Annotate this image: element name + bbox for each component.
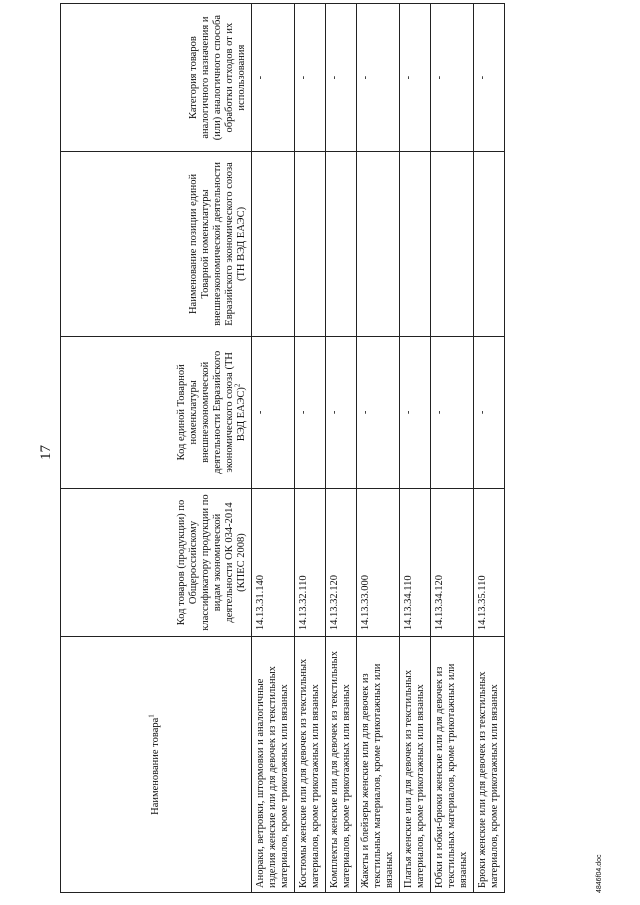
table-row	[252, 4, 295, 893]
cell-category: -	[400, 4, 431, 152]
cell-category: -	[357, 4, 400, 152]
footer-filename: 4846f04.doc	[596, 854, 603, 893]
cell-category: -	[295, 4, 326, 152]
table-row	[326, 4, 357, 893]
cell-name: Юбки и юбки-брюки женские или для девочек из текстильных материалов, кроме трикотажных или вязаных	[431, 637, 474, 893]
cell-okpd: 14.13.32.110	[295, 488, 326, 636]
cell-tnved-name	[474, 152, 505, 337]
cell-okpd: 14.13.35.110	[474, 488, 505, 636]
cell-okpd: 14.13.34.110	[400, 488, 431, 636]
cell-tnved-code: -	[295, 336, 326, 488]
header-category: Категория товаров аналогичного назначения и (или) аналогичного способа обработки отходов от их использования	[61, 4, 252, 152]
table-row	[431, 4, 474, 893]
cell-category: -	[252, 4, 295, 152]
cell-tnved-name	[357, 152, 400, 337]
cell-tnved-code: -	[252, 336, 295, 488]
cell-okpd: 14.13.33.000	[357, 488, 400, 636]
page-number: 17	[38, 445, 54, 460]
cell-name: Брюки женские или для девочек из текстильных материалов, кроме трикотажных или вязаных	[474, 637, 505, 893]
header-tnved-name: Наименование позиции единой Товарной номенклатуры внешнеэкономической деятельности Евразийского экономического союза (ТН ВЭД ЕАЭС)	[61, 152, 252, 337]
cell-name: Платья женские или для девочек из текстильных материалов, кроме трикотажных или вязаных	[400, 637, 431, 893]
header-okpd: Код товаров (продукции) по Общероссийскому классификатору продукции по видам экономической деятельности ОК 034-2014 (КПЕС 2008)	[61, 488, 252, 636]
goods-table	[60, 3, 505, 893]
cell-okpd: 14.13.31.140	[252, 488, 295, 636]
cell-okpd: 14.13.34.120	[431, 488, 474, 636]
cell-name: Костюмы женские или для девочек из текстильных материалов, кроме трикотажных или вязаных	[295, 637, 326, 893]
cell-tnved-code: -	[357, 336, 400, 488]
cell-tnved-code: -	[474, 336, 505, 488]
header-name	[61, 637, 252, 893]
header-name-footnote: 1	[147, 714, 156, 718]
cell-tnved-code: -	[400, 336, 431, 488]
table-row	[400, 4, 431, 893]
cell-tnved-code: -	[431, 336, 474, 488]
header-name-text: Наименование товара	[150, 717, 161, 815]
table-row	[295, 4, 326, 893]
cell-name: Жакеты и блейзеры женские или для девочек из текстильных материалов, кроме трикотажных или вязаных	[357, 637, 400, 893]
cell-tnved-code: -	[326, 336, 357, 488]
cell-category: -	[474, 4, 505, 152]
cell-tnved-name	[326, 152, 357, 337]
table-row	[474, 4, 505, 893]
cell-tnved-name	[431, 152, 474, 337]
cell-tnved-name	[295, 152, 326, 337]
cell-okpd: 14.13.32.120	[326, 488, 357, 636]
header-tnved-code-footnote: 2	[233, 383, 242, 388]
table-header-row	[61, 4, 252, 893]
header-tnved-code	[61, 336, 252, 488]
cell-category: -	[326, 4, 357, 152]
cell-name: Комплекты женские или для девочек из текстильных материалов, кроме трикотажных или вязаных	[326, 637, 357, 893]
cell-category: -	[431, 4, 474, 152]
cell-tnved-name	[252, 152, 295, 337]
header-tnved-code-text: Код единой Товарной номенклатуры внешнеэкономической деятельности Евразийского экономического союза (ТН ВЭД ЕАЭС)	[176, 350, 247, 474]
cell-name: Анораки, ветровки, штормовки и аналогичные изделия женские или для девочек из текстильных материалов, кроме трикотажных или вязаных	[252, 637, 295, 893]
table-row	[357, 4, 400, 893]
cell-tnved-name	[400, 152, 431, 337]
